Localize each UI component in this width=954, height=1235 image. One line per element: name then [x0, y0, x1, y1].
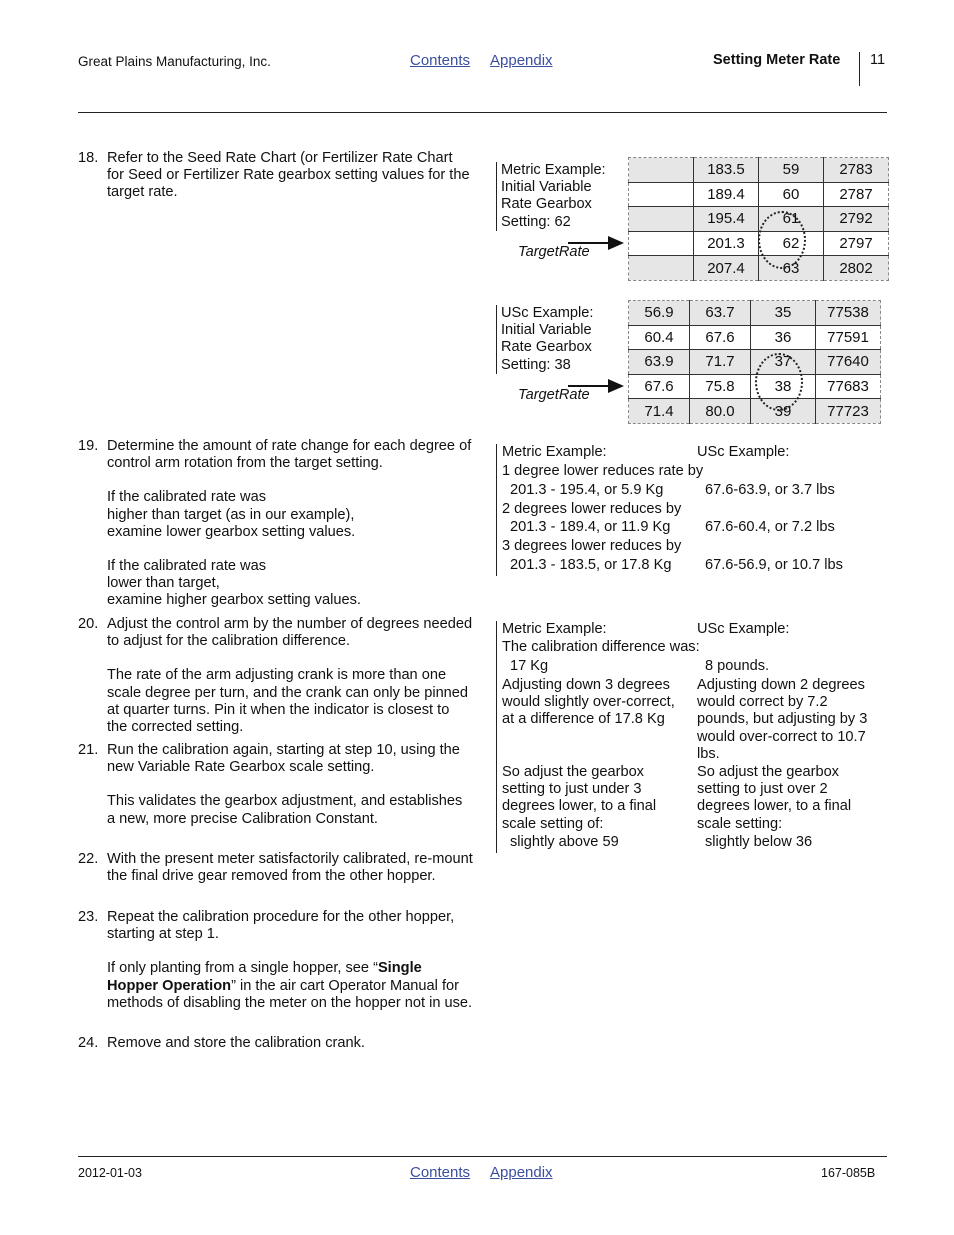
text-line: would correct by 7.2	[697, 694, 828, 711]
metric-change-1: 201.3 - 195.4, or 5.9 Kg	[510, 482, 664, 498]
header-appendix-link[interactable]: Appendix	[490, 52, 553, 69]
step-18	[78, 150, 473, 202]
step-text: Refer to the Seed Rate Chart (or Fertilizer Rate Chart for Seed or Fertilizer Rate gearbox setting values for the target rate.	[107, 150, 470, 201]
footer-appendix-link[interactable]: Appendix	[490, 1164, 553, 1181]
label-line: Rate Gearbox	[501, 339, 592, 356]
step-note	[107, 489, 473, 541]
dial-circle-icon	[758, 211, 806, 269]
table-cell: 80.0	[690, 399, 751, 424]
usc-difference: 8 pounds.	[705, 658, 770, 674]
table-cell: 61	[759, 207, 824, 232]
table-cell	[629, 182, 694, 207]
table-row	[629, 256, 889, 281]
table-cell	[629, 256, 694, 281]
usc-change-2: 67.6-60.4, or 7.2 lbs	[705, 519, 835, 535]
label-line: Setting: 38	[501, 356, 571, 373]
table-cell: 189.4	[694, 182, 759, 207]
text-line: pounds, but adjusting by 3	[697, 711, 868, 728]
table-cell: 63.7	[690, 301, 751, 326]
change-label-1: 1 degree lower reduces rate by	[502, 463, 704, 479]
step-note	[107, 558, 473, 610]
table-cell: 183.5	[694, 158, 759, 183]
table-cell: 56.9	[629, 301, 690, 326]
table-cell: 35	[751, 301, 816, 326]
table-row	[629, 399, 881, 424]
table-row	[629, 325, 881, 350]
table-cell: 195.4	[694, 207, 759, 232]
table-cell: 77640	[816, 350, 881, 375]
text-line: scale setting of:	[502, 815, 604, 832]
note-pre: If only planting from a single hopper, see “	[107, 960, 378, 977]
footer-contents-link[interactable]: Contents	[410, 1164, 471, 1181]
note-line: examine lower gearbox setting values.	[107, 523, 356, 540]
table-cell: 63.9	[629, 350, 690, 375]
table-cell: 59	[759, 158, 824, 183]
usc-rate-table	[628, 300, 881, 424]
table-cell: 36	[751, 325, 816, 350]
table-cell: 39	[751, 399, 816, 424]
change-label-3: 3 degrees lower reduces by	[502, 538, 682, 554]
text-line: scale setting:	[697, 815, 783, 832]
note-line: If the calibrated rate was	[107, 489, 266, 506]
table-cell: 2802	[824, 256, 889, 281]
table-cell	[629, 158, 694, 183]
step-number: 20.	[78, 616, 99, 632]
step-text: Determine the amount of rate change for each degree of control arm rotation from the target setting.	[107, 438, 472, 472]
table-cell: 63	[759, 256, 824, 281]
note-line: higher than target (as in our example),	[107, 506, 355, 523]
label-line: USc Example:	[501, 305, 594, 321]
usc-so-text	[697, 764, 851, 833]
table-row	[629, 301, 881, 326]
dial-circle-icon	[755, 353, 803, 411]
table-cell: 207.4	[694, 256, 759, 281]
step-number: 22.	[78, 851, 99, 867]
metric-table-label	[496, 162, 606, 231]
target-rate-label: TargetRate	[518, 244, 590, 260]
step-number: 21.	[78, 742, 99, 758]
rate-change-example	[496, 444, 887, 576]
step-24	[78, 1035, 473, 1052]
step-note: This validates the gearbox adjustment, and establishes a new, more precise Calibration Constant.	[107, 793, 463, 827]
usc-final-setting: slightly below 36	[705, 834, 813, 850]
label-line: Metric Example:	[501, 162, 606, 178]
label-line: Setting: 62	[501, 213, 571, 230]
table-row	[629, 207, 889, 232]
table-row	[629, 182, 889, 207]
label-line: Initial Variable	[501, 322, 592, 339]
table-cell: 67.6	[629, 374, 690, 399]
footer-date: 2012-01-03	[78, 1166, 142, 1180]
label-line: Initial Variable	[501, 179, 592, 196]
step-21	[78, 742, 473, 828]
metric-final-setting: slightly above 59	[510, 834, 619, 850]
header-contents-link[interactable]: Contents	[410, 52, 471, 69]
usc-change-3: 67.6-56.9, or 10.7 lbs	[705, 557, 843, 573]
table-cell: 77591	[816, 325, 881, 350]
page-number: 11	[870, 52, 886, 68]
text-line: would over-correct to 10.7	[697, 728, 866, 745]
text-line: So adjust the gearbox	[502, 764, 644, 780]
change-label-2: 2 degrees lower reduces by	[502, 501, 682, 517]
metric-rate-table	[628, 157, 889, 281]
step-text: Run the calibration again, starting at step 10, using the new Variable Rate Gearbox scale setting.	[107, 742, 460, 776]
table-cell: 77723	[816, 399, 881, 424]
usc-head: USc Example:	[697, 444, 790, 460]
table-row	[629, 350, 881, 375]
step-text: Repeat the calibration procedure for the other hopper, starting at step 1.	[107, 909, 455, 943]
step-number: 19.	[78, 438, 99, 454]
step-number: 24.	[78, 1035, 99, 1051]
note-bold-ref: Single Hopper Operation	[107, 960, 422, 994]
step-text: Remove and store the calibration crank.	[107, 1035, 365, 1051]
header-company: Great Plains Manufacturing, Inc.	[78, 54, 271, 69]
header-divider-vertical	[859, 52, 860, 86]
metric-change-3: 201.3 - 183.5, or 17.8 Kg	[510, 557, 672, 573]
usc-change-1: 67.6-63.9, or 3.7 lbs	[705, 482, 835, 498]
header-rule	[78, 112, 887, 113]
difference-label: The calibration difference was:	[502, 639, 700, 655]
section-title: Setting Meter Rate	[713, 52, 841, 68]
note-line: If the calibrated rate was	[107, 558, 266, 575]
metric-difference: 17 Kg	[510, 658, 549, 674]
table-cell: 62	[759, 231, 824, 256]
table-cell: 2792	[824, 207, 889, 232]
table-cell: 60.4	[629, 325, 690, 350]
step-number: 18.	[78, 150, 99, 166]
adjustment-example	[496, 621, 887, 853]
table-cell: 2787	[824, 182, 889, 207]
table-cell: 37	[751, 350, 816, 375]
table-cell: 38	[751, 374, 816, 399]
text-line: setting to just under 3	[502, 781, 642, 798]
step-text: With the present meter satisfactorily calibrated, re-mount the final drive gear removed from the other hopper.	[107, 851, 473, 885]
target-arrow-icon	[568, 235, 624, 251]
step-23	[78, 909, 473, 1012]
table-cell: 77683	[816, 374, 881, 399]
table-cell: 2783	[824, 158, 889, 183]
metric-adjust-text	[502, 677, 675, 729]
text-line: Adjusting down 3 degrees	[502, 677, 670, 693]
table-cell: 67.6	[690, 325, 751, 350]
footer-rule	[78, 1156, 887, 1157]
step-22	[78, 851, 473, 885]
step-19	[78, 438, 473, 610]
metric-head: Metric Example:	[502, 621, 607, 637]
table-cell: 60	[759, 182, 824, 207]
step-note: The rate of the arm adjusting crank is more than one scale degree per turn, and the crank can only be pinned at quarter turns. Pin it when the indicator is closest to the corrected setting.	[107, 667, 469, 736]
metric-change-2: 201.3 - 189.4, or 11.9 Kg	[510, 519, 671, 535]
note-line: lower than target,	[107, 575, 220, 592]
step-number: 23.	[78, 909, 99, 925]
table-cell: 71.7	[690, 350, 751, 375]
step-20	[78, 616, 473, 736]
table-cell	[629, 231, 694, 256]
table-row	[629, 158, 889, 183]
note-line: examine higher gearbox setting values.	[107, 592, 361, 609]
text-line: would slightly over-correct,	[502, 694, 675, 711]
step-text: Adjust the control arm by the number of degrees needed to adjust for the calibration difference.	[107, 616, 473, 650]
step-note	[107, 960, 473, 1012]
table-cell: 201.3	[694, 231, 759, 256]
target-rate-label: TargetRate	[518, 387, 590, 403]
table-cell	[629, 207, 694, 232]
table-cell: 71.4	[629, 399, 690, 424]
table-cell: 2797	[824, 231, 889, 256]
table-cell: 77538	[816, 301, 881, 326]
usc-adjust-text	[697, 677, 867, 763]
text-line: at a difference of 17.8 Kg	[502, 711, 665, 728]
metric-head: Metric Example:	[502, 444, 607, 460]
target-arrow-icon	[568, 378, 624, 394]
text-line: setting to just over 2	[697, 781, 828, 798]
metric-so-text	[502, 764, 656, 833]
text-line: degrees lower, to a final	[697, 798, 852, 815]
table-cell: 75.8	[690, 374, 751, 399]
note-post: ” in the air cart Operator Manual for methods of disabling the meter on the hopper not in use.	[107, 977, 473, 1011]
label-line: Rate Gearbox	[501, 196, 592, 213]
text-line: degrees lower, to a final	[502, 798, 657, 815]
text-line: lbs.	[697, 745, 720, 762]
footer-doc-number: 167-085B	[821, 1166, 876, 1180]
usc-head: USc Example:	[697, 621, 790, 637]
text-line: So adjust the gearbox	[697, 764, 839, 780]
usc-table-label	[496, 305, 593, 374]
text-line: Adjusting down 2 degrees	[697, 677, 865, 693]
